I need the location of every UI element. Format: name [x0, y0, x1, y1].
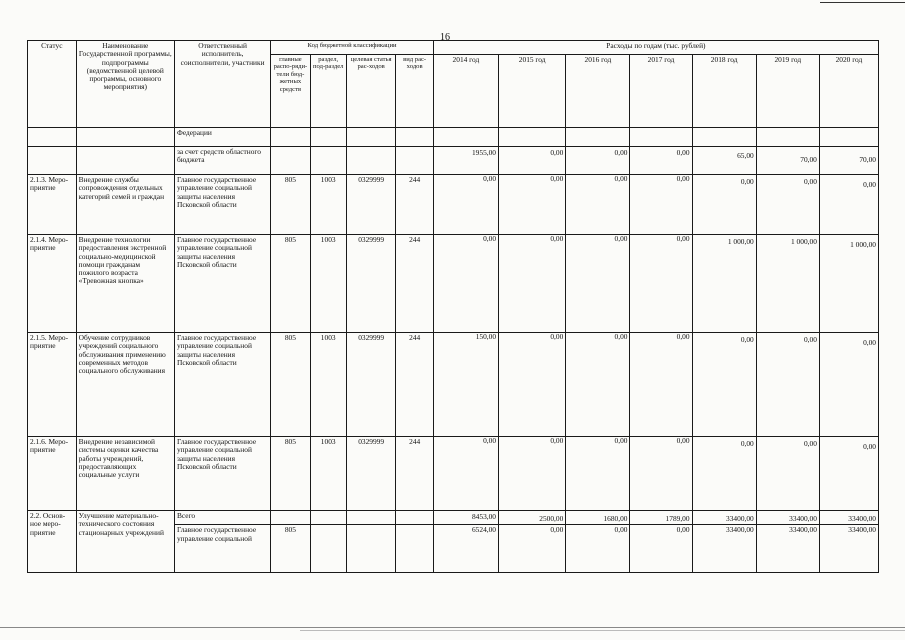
cell-status: 2.1.5. Меро-приятие — [28, 333, 77, 437]
cell-code: 1003 — [310, 333, 346, 437]
cell-value: 0,00 — [630, 175, 692, 235]
cell-name — [76, 128, 174, 147]
cell-code: 0329999 — [346, 175, 396, 235]
header-year: 2014 год — [433, 55, 498, 128]
cell-value: 33400,00 — [692, 511, 756, 525]
cell-value: 0,00 — [819, 175, 878, 235]
cell-status: 2.1.4. Меро-приятие — [28, 235, 77, 333]
header-code-col: вид рас-ходов — [396, 55, 433, 128]
cell-value: 8453,00 — [433, 511, 498, 525]
cell-value — [756, 128, 819, 147]
cell-code — [346, 128, 396, 147]
cell-code: 805 — [271, 175, 310, 235]
cell-code: 0329999 — [346, 437, 396, 511]
cell-value: 0,00 — [499, 333, 566, 437]
cell-value: 0,00 — [630, 525, 692, 573]
cell-code: 0329999 — [346, 235, 396, 333]
cell-code — [396, 128, 433, 147]
cell-value: 0,00 — [566, 235, 630, 333]
table-row — [28, 147, 879, 175]
cell-code — [310, 147, 346, 175]
cell-value: 0,00 — [692, 437, 756, 511]
cell-value: 1 000,00 — [819, 235, 878, 333]
cell-value: 1680,00 — [566, 511, 630, 525]
cell-value: 0,00 — [756, 437, 819, 511]
header-year: 2016 год — [566, 55, 630, 128]
cell-executor: Федерации — [174, 128, 270, 147]
cell-value: 0,00 — [819, 333, 878, 437]
cell-name: Внедрение технологии предоставления экстренной социально-медицинской помощи гражданам пожилого возраста «Тревожная кнопка» — [76, 235, 174, 333]
cell-value: 0,00 — [566, 437, 630, 511]
header-year: 2015 год — [499, 55, 566, 128]
cell-status — [28, 128, 77, 147]
cell-value: 0,00 — [692, 333, 756, 437]
cell-code: 805 — [271, 235, 310, 333]
cell-executor: Главное государственное управление социальной защиты населения Псковской области — [174, 333, 270, 437]
header-code-col: целевая статья рас-ходов — [346, 55, 396, 128]
cell-code — [310, 525, 346, 573]
header-year: 2019 год — [756, 55, 819, 128]
cell-status: 2.2. Основ-ное меро-приятие — [28, 511, 77, 573]
budget-table — [27, 40, 879, 573]
cell-value — [819, 128, 878, 147]
page-edge-line — [820, 2, 905, 3]
cell-code — [346, 511, 396, 525]
header-year: 2017 год — [630, 55, 692, 128]
cell-value: 33400,00 — [756, 525, 819, 573]
cell-value: 0,00 — [499, 525, 566, 573]
page-number: 16 — [440, 32, 450, 43]
cell-executor: Главное государственное управление социальной защиты населения Псковской области — [174, 437, 270, 511]
cell-code — [310, 511, 346, 525]
table-row — [28, 437, 879, 511]
cell-code: 0329999 — [346, 333, 396, 437]
cell-code — [310, 128, 346, 147]
cell-code — [271, 128, 310, 147]
cell-status: 2.1.6. Меро-приятие — [28, 437, 77, 511]
cell-code — [396, 147, 433, 175]
cell-executor: Главное государственное управление социальной защиты населения Псковской области — [174, 175, 270, 235]
cell-code: 1003 — [310, 235, 346, 333]
cell-code — [271, 511, 310, 525]
header-expenses: Расходы по годам (тыс. рублей) — [433, 41, 878, 55]
cell-value — [630, 128, 692, 147]
cell-code — [271, 147, 310, 175]
cell-executor: Всего — [174, 511, 270, 525]
cell-value: 0,00 — [630, 235, 692, 333]
cell-value: 1955,00 — [433, 147, 498, 175]
header-code-col: раздел, под-раздел — [310, 55, 346, 128]
cell-name — [76, 147, 174, 175]
cell-executor: за счет средств областного бюджета — [174, 147, 270, 175]
header-code-col: главные распо-ряди-тели бюд-жетных средств — [271, 55, 310, 128]
cell-code: 805 — [271, 437, 310, 511]
cell-value: 0,00 — [692, 175, 756, 235]
cell-executor: Главное государственное управление социальной защиты населения Псковской области — [174, 235, 270, 333]
cell-value: 6524,00 — [433, 525, 498, 573]
table-row — [28, 333, 879, 437]
header-year: 2018 год — [692, 55, 756, 128]
table-row — [28, 511, 879, 525]
header-year: 2020 год — [819, 55, 878, 128]
cell-code: 244 — [396, 437, 433, 511]
cell-name: Улучшение материально-технического состояния стационарных учреждений — [76, 511, 174, 573]
table-header — [28, 41, 879, 128]
table-row — [28, 235, 879, 333]
cell-code: 805 — [271, 525, 310, 573]
cell-value: 1 000,00 — [756, 235, 819, 333]
cell-code: 244 — [396, 235, 433, 333]
cell-value — [566, 128, 630, 147]
cell-value: 0,00 — [819, 437, 878, 511]
cell-value: 65,00 — [692, 147, 756, 175]
cell-code: 1003 — [310, 437, 346, 511]
cell-value — [433, 128, 498, 147]
cell-value: 2500,00 — [499, 511, 566, 525]
header-name: Наименование Государственной программы, подпрограммы (ведомственной целевой программы, основного мероприятия) — [76, 41, 174, 128]
page-bottom-edge — [0, 627, 905, 628]
cell-name: Внедрение независимой системы оценки качества работы учреждений, предоставляющих социальные услуги — [76, 437, 174, 511]
cell-value: 1 000,00 — [692, 235, 756, 333]
cell-code: 1003 — [310, 175, 346, 235]
cell-name: Обучение сотрудников учреждений социального обслуживания применению современных методов социального обслуживания — [76, 333, 174, 437]
cell-status — [28, 147, 77, 175]
cell-executor: Главное государственное управление социальной — [174, 525, 270, 573]
cell-code: 805 — [271, 333, 310, 437]
cell-value: 0,00 — [499, 175, 566, 235]
cell-value: 33400,00 — [756, 511, 819, 525]
cell-value: 0,00 — [630, 437, 692, 511]
header-executor: Ответственный исполнитель, соисполнители, участники — [174, 41, 270, 128]
table-row — [28, 128, 879, 147]
cell-value: 0,00 — [630, 333, 692, 437]
cell-value: 0,00 — [433, 437, 498, 511]
header-budget-code: Код бюджетной классификации — [271, 41, 434, 55]
cell-value: 0,00 — [566, 333, 630, 437]
cell-code — [396, 511, 433, 525]
cell-code — [346, 525, 396, 573]
header-status: Статус — [28, 41, 77, 128]
cell-code — [346, 147, 396, 175]
cell-value: 150,00 — [433, 333, 498, 437]
cell-status: 2.1.3. Меро-приятие — [28, 175, 77, 235]
cell-value: 0,00 — [433, 175, 498, 235]
cell-code: 244 — [396, 175, 433, 235]
cell-value: 1789,00 — [630, 511, 692, 525]
cell-value — [499, 128, 566, 147]
cell-value: 0,00 — [566, 147, 630, 175]
cell-code — [396, 525, 433, 573]
cell-value: 70,00 — [819, 147, 878, 175]
cell-value: 0,00 — [499, 147, 566, 175]
cell-value: 0,00 — [756, 175, 819, 235]
cell-value: 0,00 — [630, 147, 692, 175]
cell-value: 0,00 — [566, 175, 630, 235]
cell-code: 244 — [396, 333, 433, 437]
cell-value: 0,00 — [756, 333, 819, 437]
cell-value: 33400,00 — [692, 525, 756, 573]
cell-value: 70,00 — [756, 147, 819, 175]
page-bottom-edge-shadow — [300, 630, 905, 631]
table-row — [28, 175, 879, 235]
cell-value: 33400,00 — [819, 511, 878, 525]
cell-value: 0,00 — [433, 235, 498, 333]
cell-value: 0,00 — [499, 235, 566, 333]
cell-value: 0,00 — [566, 525, 630, 573]
cell-value: 33400,00 — [819, 525, 878, 573]
cell-value: 0,00 — [499, 437, 566, 511]
cell-name: Внедрение службы сопровождения отдельных категорий семей и граждан — [76, 175, 174, 235]
table-body — [28, 128, 879, 573]
cell-value — [692, 128, 756, 147]
